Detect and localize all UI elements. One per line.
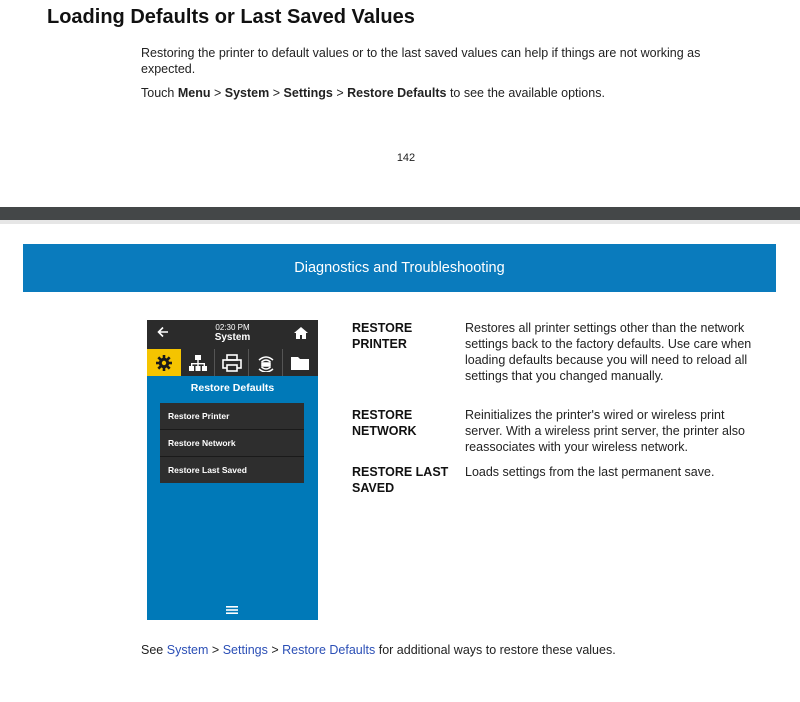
menu-item-restore-network[interactable]: Restore Network xyxy=(160,430,304,457)
screen-time: 02:30 PM xyxy=(215,323,250,332)
chapter-banner xyxy=(23,244,776,292)
term-restore-network: RESTORE NETWORK xyxy=(352,408,417,438)
network-icon[interactable] xyxy=(181,349,215,376)
restore-menu xyxy=(160,403,304,483)
link-restore-defaults[interactable]: Restore Defaults xyxy=(282,643,376,657)
desc-restore-last-saved: Loads settings from the last permanent save. xyxy=(465,465,715,479)
term-restore-last-saved: RESTORE LAST SAVED xyxy=(352,465,449,495)
page-separator xyxy=(0,207,800,220)
folder-icon[interactable] xyxy=(283,349,317,376)
intro-paragraph: Restoring the printer to default values or to the last saved values can help if things are not working as expected. xyxy=(141,46,701,76)
wireless-icon[interactable] xyxy=(249,349,283,376)
link-settings[interactable]: Settings xyxy=(222,643,268,657)
section-heading: Loading Defaults or Last Saved Values xyxy=(47,6,415,28)
banner-title: Diagnostics and Troubleshooting xyxy=(294,260,505,276)
desc-restore-printer: Restores all printer settings other than the network settings back to the factory defaults. Use care when loading defaults because you will need to reload all settings that you changed manually. xyxy=(465,321,752,383)
footer-note: See System > Settings > Restore Defaults for additional ways to restore these values. xyxy=(141,643,616,657)
desc-restore-network: Reinitializes the printer's wired or wireless print server. With a wireless print server, the printer also reassociates with your wireless network. xyxy=(465,408,745,454)
path-restore-defaults: Restore Defaults xyxy=(347,86,447,100)
home-icon[interactable] xyxy=(293,326,309,345)
menu-item-restore-last-saved[interactable]: Restore Last Saved xyxy=(168,465,247,475)
menu-item-restore-printer[interactable]: Restore Printer xyxy=(160,403,304,430)
term-restore-printer: RESTORE PRINTER xyxy=(352,321,413,351)
path-system: System xyxy=(224,86,270,100)
gear-icon[interactable] xyxy=(147,349,181,376)
touch-instruction: Touch Menu > System > Settings > Restore Defaults to see the available options. xyxy=(141,86,605,100)
page-separator-shadow xyxy=(0,220,800,224)
menu-icon[interactable] xyxy=(225,602,239,620)
path-menu: Menu xyxy=(177,86,211,100)
screen-header xyxy=(147,320,318,349)
category-tabs xyxy=(147,349,318,376)
link-system[interactable]: System xyxy=(166,643,209,657)
printer-icon[interactable] xyxy=(215,349,249,376)
path-settings: Settings xyxy=(283,86,333,100)
printer-screen xyxy=(147,320,318,620)
page-number: 142 xyxy=(396,152,416,164)
screen-section-title: Restore Defaults xyxy=(190,382,275,394)
screen-title: System xyxy=(214,332,251,343)
